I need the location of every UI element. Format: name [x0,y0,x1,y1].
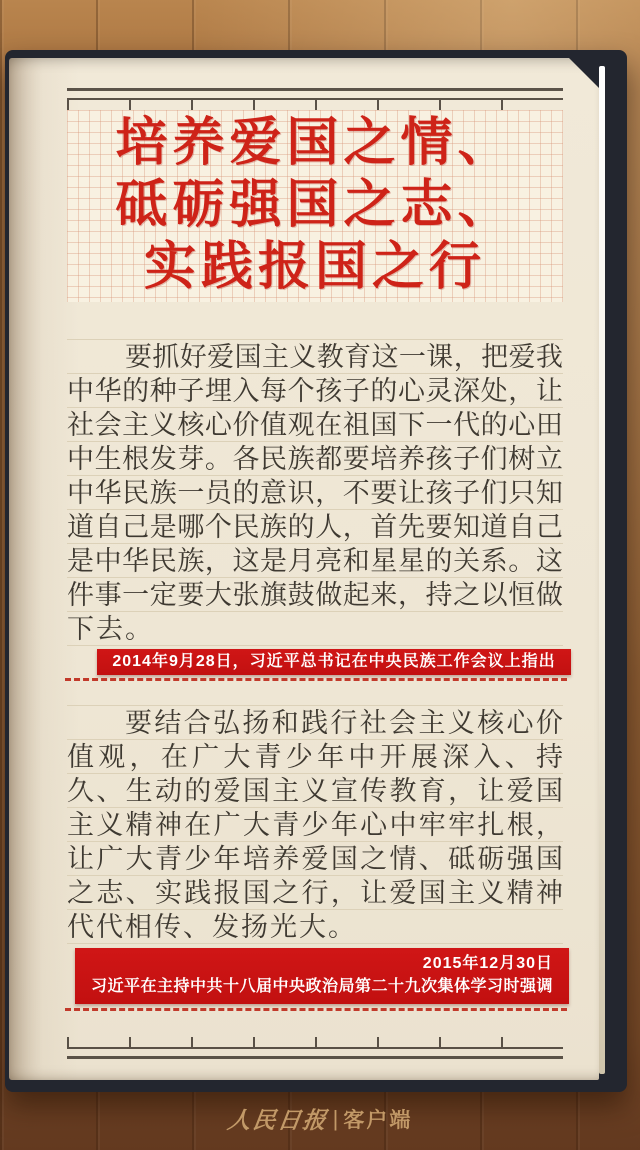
quote2-line: 久 、 生 动 的 爱 国 主 义 宣 传 教 育 ， 让 爱 国 [67,776,563,806]
notebook-page [9,58,599,1080]
citation1-banner: 2014年9月28日，习近平总书记在中央民族工作会议上指出 [97,649,571,675]
quote2-line: 主 义 精 神 在 广 大 青 少 年 心 中 牢 牢 扎 根 ， [67,810,563,840]
logo-masthead-text: 人民日报 [225,1108,330,1133]
quote2-line: 让 广 大 青 少 年 培 养 爱 国 之 情 、 砥 砺 强 国 [67,844,563,874]
title-grid-block [67,110,563,302]
quote1-line: 中 华 的 种 子 埋 入 每 个 孩 子 的 心 灵 深 处 ， 让 [67,376,563,406]
peoples-daily-client-logo [0,1102,640,1135]
bottom-ruler-line [67,1056,563,1059]
top-ruler [67,88,563,110]
logo-divider-bar: | [332,1105,339,1131]
quote1-line: 中 华 民 族 一 员 的 意 识 ， 不 要 让 孩 子 们 只 知 [67,478,563,508]
bottom-ruler-ticks [67,1037,563,1049]
poster-title-line-1: 培养爱国之情、 [115,115,515,172]
top-ruler-line [67,88,563,91]
quote1-line: 件 事 一 定 要 大 张 旗 鼓 做 起 来 ， 持 之 以 恒 做 [67,580,563,610]
quote1-line: 道 自 己 是 哪 个 民 族 的 人 ， 首 先 要 知 道 自 己 [67,512,563,542]
bottom-ruler [67,1037,563,1059]
ruled-blank-line [67,681,563,706]
quote1-line: 要 抓 好 爱 国 主 义 教 育 这 一 课 ， 把 爱 我 [67,340,563,374]
page-edge-stack [599,66,605,1074]
quote2-line: 之 志 、 实 践 报 国 之 行 ， 让 爱 国 主 义 精 神 [67,878,563,908]
quote1-line: 下 去 。 [67,612,563,646]
quote2-paragraph [67,681,563,944]
quote1-line: 是 中 华 民 族 ， 这 是 月 亮 和 星 星 的 关 系 。 这 [67,546,563,576]
quote1-line: 社 会 主 义 核 心 价 值 观 在 祖 国 下 一 代 的 心 田 [67,410,563,440]
quote2-line: 要 结 合 弘 扬 和 践 行 社 会 主 义 核 心 价 [67,706,563,740]
quote2-line: 代 代 相 传 、 发 扬 光 大 。 [67,910,563,944]
citation2-banner [75,948,569,1004]
quote1-paragraph [67,302,563,646]
page-corner-fold [569,58,599,88]
ruled-blank-line [67,302,563,340]
poster-title-line-2: 砥砺强国之志、 [115,177,515,234]
poster-title-line-3: 实践报国之行 [143,239,486,296]
citation2-source: 习近平在主持中共十八届中央政治局第二十九次集体学习时强调 [91,978,554,995]
logo-client-text: 客户端 [343,1108,413,1132]
quote2-line: 值 观 ， 在 广 大 青 少 年 中 开 展 深 入 、 持 [67,742,563,772]
top-ruler-ticks [67,98,563,110]
quote1-line: 中 生 根 发 芽 。 各 民 族 都 要 培 养 孩 子 们 树 立 [67,444,563,474]
dashed-divider-2 [65,1008,567,1011]
page-content [67,58,563,1080]
citation2-date: 2015年12月30日 [422,955,553,972]
notebook-cover [5,50,627,1092]
